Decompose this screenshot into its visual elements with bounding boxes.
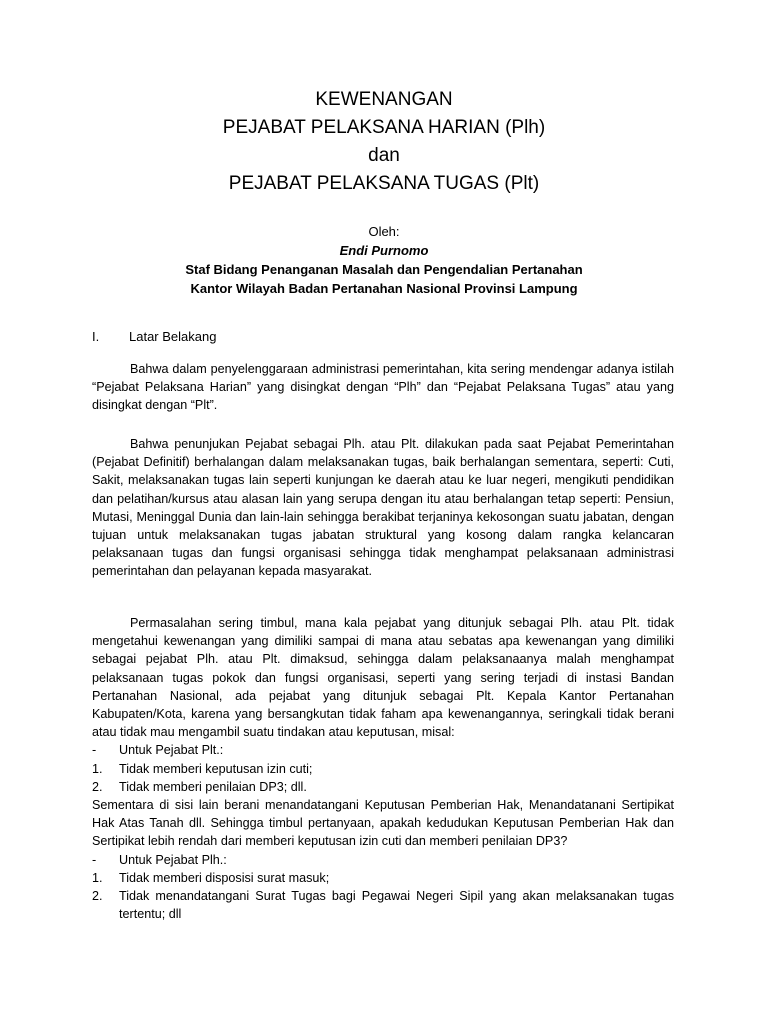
list-marker: - [92,852,97,867]
list-item [92,778,674,796]
list-item-text: Tidak memberi keputusan izin cuti; [119,761,313,776]
plt-label: Untuk Pejabat Plt.: [119,743,224,758]
list-item-text: Tidak menandatangani Surat Tugas bagi Pegawai Negeri Sipil yang akan melaksanakan tugas tertentu; dll [119,889,674,922]
plt-heading [92,741,674,759]
list-number: 2. [92,779,103,794]
author-by: Oleh: [368,224,400,239]
paragraph-3-block [92,614,674,923]
list-item [92,760,674,778]
title-line-4: PEJABAT PELAKSANA TUGAS (Plt) [228,173,540,194]
list-marker: - [92,743,97,758]
list-number: 1. [92,870,103,885]
list-number: 1. [92,761,103,776]
title-line-1: KEWENANGAN [315,89,453,110]
paragraph-3: Permasalahan sering timbul, mana kala pejabat yang ditunjuk sebagai Plh. atau Plt. tidak mengetahui kewenangan yang dimiliki sampai di mana atau sebatas apa kewenangan yang dimiliki sebagai pejabat Plh. atau Plt. dimaksud, sehingga dalam pelaksanaanya malah menghampat pelaksanaan tugas pokok dan fungsi organisasi, seperti yang sering terjadi di instasi Bandan Pertanahan Nasional, ada pejabat yang ditunjuk sebagai Plt. Kepala Kantor Pertanahan Kabupaten/Kota, karena yang bersangkutan tidak faham apa kewenangannya, seringkali tidak berani atau tidak mau mengambil suatu tindakan atau keputusan, misal: [92,616,674,740]
title-line-3: dan [368,145,400,166]
document-title [0,86,768,198]
list-number: 2. [92,889,103,904]
plt-follow-paragraph: Sementara di sisi lain berani menandatangani Keputusan Pemberian Hak, Menandatanani Sertipikat Hak Atas Tanah dll. Sehingga timbul pertanyaan, apakah kedudukan Keputusan Pemberian Hak dan Sertipikat lebih rendah dari memberi keputusan izin cuti dan memberi penilaian DP3? [92,798,674,849]
paragraph-2: Bahwa penunjukan Pejabat sebagai Plh. atau Plt. dilakukan pada saat Pejabat Pemerintahan (Pejabat Definitif) berhalangan dalam melaksanakan tugas, baik berhalangan sementara, seperti: Cuti, Sakit, melaksanakan tugas lain seperti kunjungan ke daerah atau ke luar negeri, mengikuti pendidikan dan pelatihan/kursus atau alasan lain yang serupa dengan itu atau berhalangan tetap seperti: Pensiun, Mutasi, Meninggal Dunia dan lain-lain sehingga berakibat terjaninya kekosongan suatu jabatan, dengan tujuan untuk melaksanakan tugas jabatan struktural yang kosong dalam rangka kelancaran pelaksanaan tugas dan fungsi organisasi sehingga tidak menghampat pelaksanaan administrasi pemerintahan dan pelayanan kepada masyarakat. [92,437,674,579]
list-item-text: Tidak memberi penilaian DP3; dll. [119,779,307,794]
plh-heading [92,851,674,869]
section-title: Latar Belakang [129,329,217,344]
list-item [92,869,674,887]
title-line-2: PEJABAT PELAKSANA HARIAN (Plh) [222,117,546,138]
paragraph-1: Bahwa dalam penyelenggaraan administrasi pemerintahan, kita sering mendengar adanya istilah “Pejabat Pelaksana Harian” yang disingkat dengan “Plh” dan “Pejabat Pelaksana Tugas” atau yang disingkat dengan “Plt”. [92,362,674,413]
list-item [92,887,674,923]
author-position: Staf Bidang Penanganan Masalah dan Pengendalian Pertanahan [185,262,583,277]
section-number: I. [92,329,100,344]
author-office: Kantor Wilayah Badan Pertanahan Nasional Provinsi Lampung [190,281,578,296]
section-heading [92,329,216,344]
author-name: Endi Purnomo [339,243,429,258]
plh-label: Untuk Pejabat Plh.: [119,852,227,867]
list-item-text: Tidak memberi disposisi surat masuk; [119,870,330,885]
author-block [0,222,768,298]
